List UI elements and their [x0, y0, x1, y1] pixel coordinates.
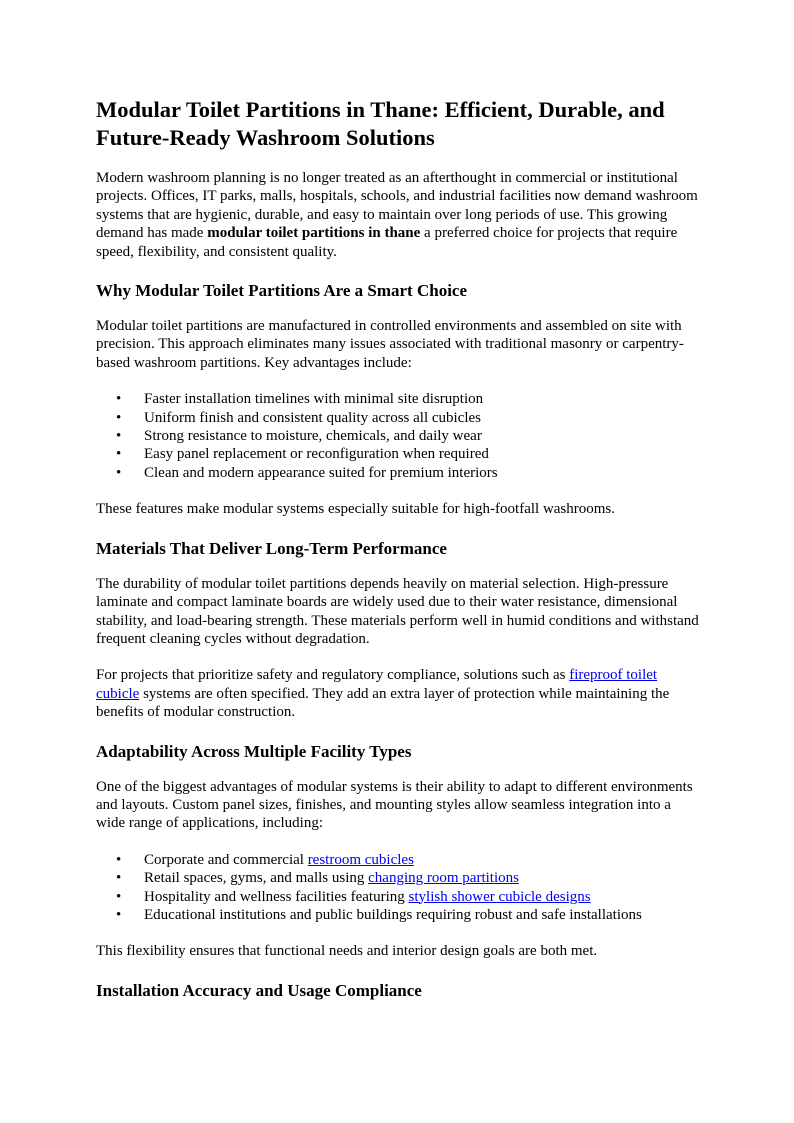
bullet-icon: •	[116, 888, 122, 905]
bullet-icon: •	[116, 464, 122, 481]
list-item: • Hospitality and wellness facilities featuring stylish shower cubicle designs	[116, 888, 591, 905]
section-heading-adaptability: Adaptability Across Multiple Facility Types	[96, 741, 412, 761]
section-heading-installation: Installation Accuracy and Usage Compliance	[96, 980, 422, 1000]
intro-paragraph	[96, 169, 700, 261]
list-item: • Clean and modern appearance suited for premium interiors	[116, 464, 498, 481]
list-item: • Retail spaces, gyms, and malls using changing room partitions	[116, 870, 519, 887]
stylish-shower-cubicle-designs-link[interactable]: stylish shower cubicle designs	[408, 888, 591, 905]
list-item: • Strong resistance to moisture, chemicals, and daily wear	[116, 428, 482, 445]
smart-choice-closing: These features make modular systems especially suitable for high-footfall washrooms.	[96, 501, 616, 518]
smart-choice-paragraph: Modular toilet partitions are manufactured in controlled environments and assembled on site with precision. This approach eliminates many issues associated with traditional masonry or carpentry-based washroom partitions. Key advantages include:	[96, 318, 684, 371]
bullet-icon: •	[116, 851, 122, 868]
bullet-icon: •	[116, 391, 122, 408]
bullet-icon: •	[116, 409, 122, 426]
list-item: • Corporate and commercial restroom cubicles	[116, 851, 414, 868]
bullet-icon: •	[116, 428, 122, 445]
intro-text-end: a preferred choice for projects that require speed, flexibility, and consistent quality.	[96, 225, 678, 260]
document-page	[96, 96, 700, 1001]
changing-room-partitions-link[interactable]: changing room partitions	[368, 870, 519, 887]
list-item: • Easy panel replacement or reconfiguration when required	[116, 446, 489, 463]
intro-bold-keyword: modular toilet partitions in thane	[207, 225, 421, 242]
section-heading-smart-choice: Why Modular Toilet Partitions Are a Smart Choice	[96, 281, 468, 301]
fireproof-paragraph: For projects that prioritize safety and regulatory compliance, solutions such as fireproof toilet cubicle systems are often specified. They add an extra layer of protection while maintaining the benefits of modular construction.	[96, 667, 670, 721]
intro-text-start: Modern washroom planning is no longer treated as an afterthought in commercial or institutional projects. Offices, IT parks, malls, hospitals, schools, and industrial facilities now demand washroom systems that are hygienic, durable, and easy to maintain over long periods of use. This growing demand has made	[96, 170, 698, 242]
page-title: Modular Toilet Partitions in Thane: Efficient, Durable, and Future-Ready Washroom Solutions	[96, 97, 665, 150]
list-item: • Faster installation timelines with minimal site disruption	[116, 391, 484, 408]
adaptability-closing: This flexibility ensures that functional needs and interior design goals are both met.	[96, 943, 598, 960]
list-item: • Uniform finish and consistent quality across all cubicles	[116, 409, 482, 426]
restroom-cubicles-link[interactable]: restroom cubicles	[307, 851, 414, 868]
adaptability-paragraph: One of the biggest advantages of modular systems is their ability to adapt to different environments and layouts. Custom panel sizes, finishes, and mounting styles allow seamless integration into a wide range of applications, including:	[96, 778, 693, 832]
applications-list	[96, 851, 700, 925]
bullet-icon: •	[116, 870, 122, 887]
list-item: • Educational institutions and public buildings requiring robust and safe installations	[116, 906, 642, 923]
bullet-icon: •	[116, 906, 122, 923]
bullet-icon: •	[116, 446, 122, 463]
section-heading-materials: Materials That Deliver Long-Term Performance	[96, 538, 447, 558]
advantages-list	[96, 390, 700, 482]
materials-paragraph: The durability of modular toilet partitions depends heavily on material selection. High-pressure laminate and compact laminate boards are widely used due to their water resistance, dimensional stability, and load-bearing strength. These materials perform well in humid conditions and withstand frequent cleaning cycles without degradation.	[96, 575, 699, 647]
fireproof-toilet-cubicle-link[interactable]: fireproof toilet cubicle	[96, 667, 658, 702]
